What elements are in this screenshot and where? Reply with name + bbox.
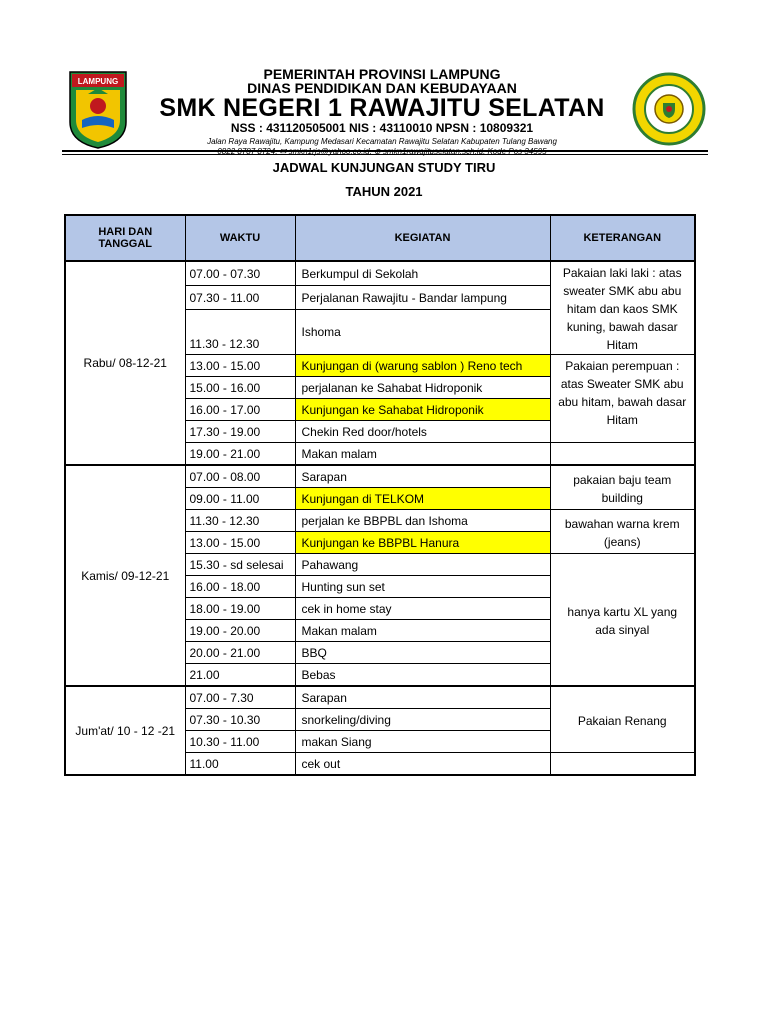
- table-row: [65, 465, 695, 488]
- time-cell: 09.00 - 11.00: [185, 488, 295, 510]
- table-row: [65, 261, 695, 286]
- time-cell: 20.00 - 21.00: [185, 642, 295, 664]
- header-activity: KEGIATAN: [295, 215, 550, 261]
- activity-cell: makan Siang: [295, 731, 550, 753]
- activity-cell-highlighted: Kunjungan ke BBPBL Hanura: [295, 532, 550, 554]
- time-cell: 07.00 - 7.30: [185, 686, 295, 709]
- activity-cell: Sarapan: [295, 465, 550, 488]
- time-cell: 13.00 - 15.00: [185, 532, 295, 554]
- activity-cell: BBQ: [295, 642, 550, 664]
- activity-cell-highlighted: Kunjungan di (warung sablon ) Reno tech: [295, 355, 550, 377]
- note-cell: Pakaian perempuan : atas Sweater SMK abu abu hitam, bawah dasar Hitam: [550, 355, 695, 443]
- time-cell: 11.30 - 12.30: [185, 310, 295, 355]
- time-cell: 11.00: [185, 753, 295, 776]
- activity-cell-highlighted: Kunjungan di TELKOM: [295, 488, 550, 510]
- header-day: HARI DAN TANGGAL: [65, 215, 185, 261]
- activity-cell: Pahawang: [295, 554, 550, 576]
- note-cell: hanya kartu XL yang ada sinyal: [550, 554, 695, 687]
- day-cell: Jum'at/ 10 - 12 -21: [65, 686, 185, 775]
- table-row: [65, 686, 695, 709]
- government-name: PEMERINTAH PROVINSI LAMPUNG: [263, 66, 501, 82]
- time-cell: 10.30 - 11.00: [185, 731, 295, 753]
- activity-cell-highlighted: Kunjungan ke Sahabat Hidroponik: [295, 399, 550, 421]
- activity-cell: Bebas: [295, 664, 550, 687]
- school-emblem-icon: [632, 72, 706, 146]
- letterhead-rule-thin: [62, 154, 708, 155]
- activity-cell: Perjalanan Rawajitu - Bandar lampung: [295, 286, 550, 310]
- school-name: SMK NEGERI 1 RAWAJITU SELATAN: [159, 94, 605, 122]
- document-title: JADWAL KUNJUNGAN STUDY TIRU: [272, 160, 496, 175]
- left-logo-text: LAMPUNG: [77, 77, 119, 86]
- time-cell: 15.30 - sd selesai: [185, 554, 295, 576]
- agency-name: DINAS PENDIDIKAN DAN KEBUDAYAAN: [247, 80, 517, 96]
- note-cell-empty: [550, 753, 695, 776]
- note-cell-empty: [550, 443, 695, 466]
- day-cell: Rabu/ 08-12-21: [65, 261, 185, 465]
- activity-cell: Chekin Red door/hotels: [295, 421, 550, 443]
- document-year: TAHUN 2021: [345, 184, 423, 199]
- time-cell: 19.00 - 21.00: [185, 443, 295, 466]
- time-cell: 16.00 - 17.00: [185, 399, 295, 421]
- activity-cell: Sarapan: [295, 686, 550, 709]
- activity-cell: Makan malam: [295, 443, 550, 466]
- table-header-row: [65, 215, 695, 261]
- lampung-province-emblem-icon: [68, 70, 128, 150]
- letterhead-text: [142, 62, 622, 157]
- activity-cell: Hunting sun set: [295, 576, 550, 598]
- time-cell: 18.00 - 19.00: [185, 598, 295, 620]
- time-cell: 19.00 - 20.00: [185, 620, 295, 642]
- note-cell: pakaian baju team building: [550, 465, 695, 510]
- note-cell: bawahan warna krem (jeans): [550, 510, 695, 554]
- letterhead-rule-thick: [62, 150, 708, 152]
- school-ids: NSS : 431120505001 NIS : 43110010 NPSN : 10809321: [230, 121, 534, 135]
- note-cell: Pakaian Renang: [550, 686, 695, 753]
- activity-cell: Berkumpul di Sekolah: [295, 261, 550, 286]
- time-cell: 07.00 - 08.00: [185, 465, 295, 488]
- school-address: Jalan Raya Rawajitu, Kampung Medasari Kecamatan Rawajitu Selatan Kabupaten Tulang Bawang: [207, 137, 557, 146]
- day-cell: Kamis/ 09-12-21: [65, 465, 185, 686]
- letterhead: [62, 62, 708, 156]
- time-cell: 17.30 - 19.00: [185, 421, 295, 443]
- time-cell: 07.00 - 07.30: [185, 261, 295, 286]
- activity-cell: snorkeling/diving: [295, 709, 550, 731]
- time-cell: 07.30 - 11.00: [185, 286, 295, 310]
- time-cell: 16.00 - 18.00: [185, 576, 295, 598]
- activity-cell: perjalan ke BBPBL dan Ishoma: [295, 510, 550, 532]
- header-note: KETERANGAN: [550, 215, 695, 261]
- time-cell: 11.30 - 12.30: [185, 510, 295, 532]
- schedule-table: [64, 214, 696, 776]
- activity-cell: Ishoma: [295, 310, 550, 355]
- school-contacts: 0822 8787 8724, ✉ smkn1rjs@yahoo.co.id, ⊕ smkn1rawajituselatan.sch.id, Kode Pos 34595: [217, 147, 547, 156]
- note-cell: Pakaian laki laki : atas sweater SMK abu abu hitam dan kaos SMK kuning, bawah dasar Hitam: [550, 261, 695, 355]
- time-cell: 21.00: [185, 664, 295, 687]
- activity-cell: cek out: [295, 753, 550, 776]
- time-cell: 15.00 - 16.00: [185, 377, 295, 399]
- header-time: WAKTU: [185, 215, 295, 261]
- activity-cell: perjalanan ke Sahabat Hidroponik: [295, 377, 550, 399]
- time-cell: 13.00 - 15.00: [185, 355, 295, 377]
- activity-cell: cek in home stay: [295, 598, 550, 620]
- time-cell: 07.30 - 10.30: [185, 709, 295, 731]
- activity-cell: Makan malam: [295, 620, 550, 642]
